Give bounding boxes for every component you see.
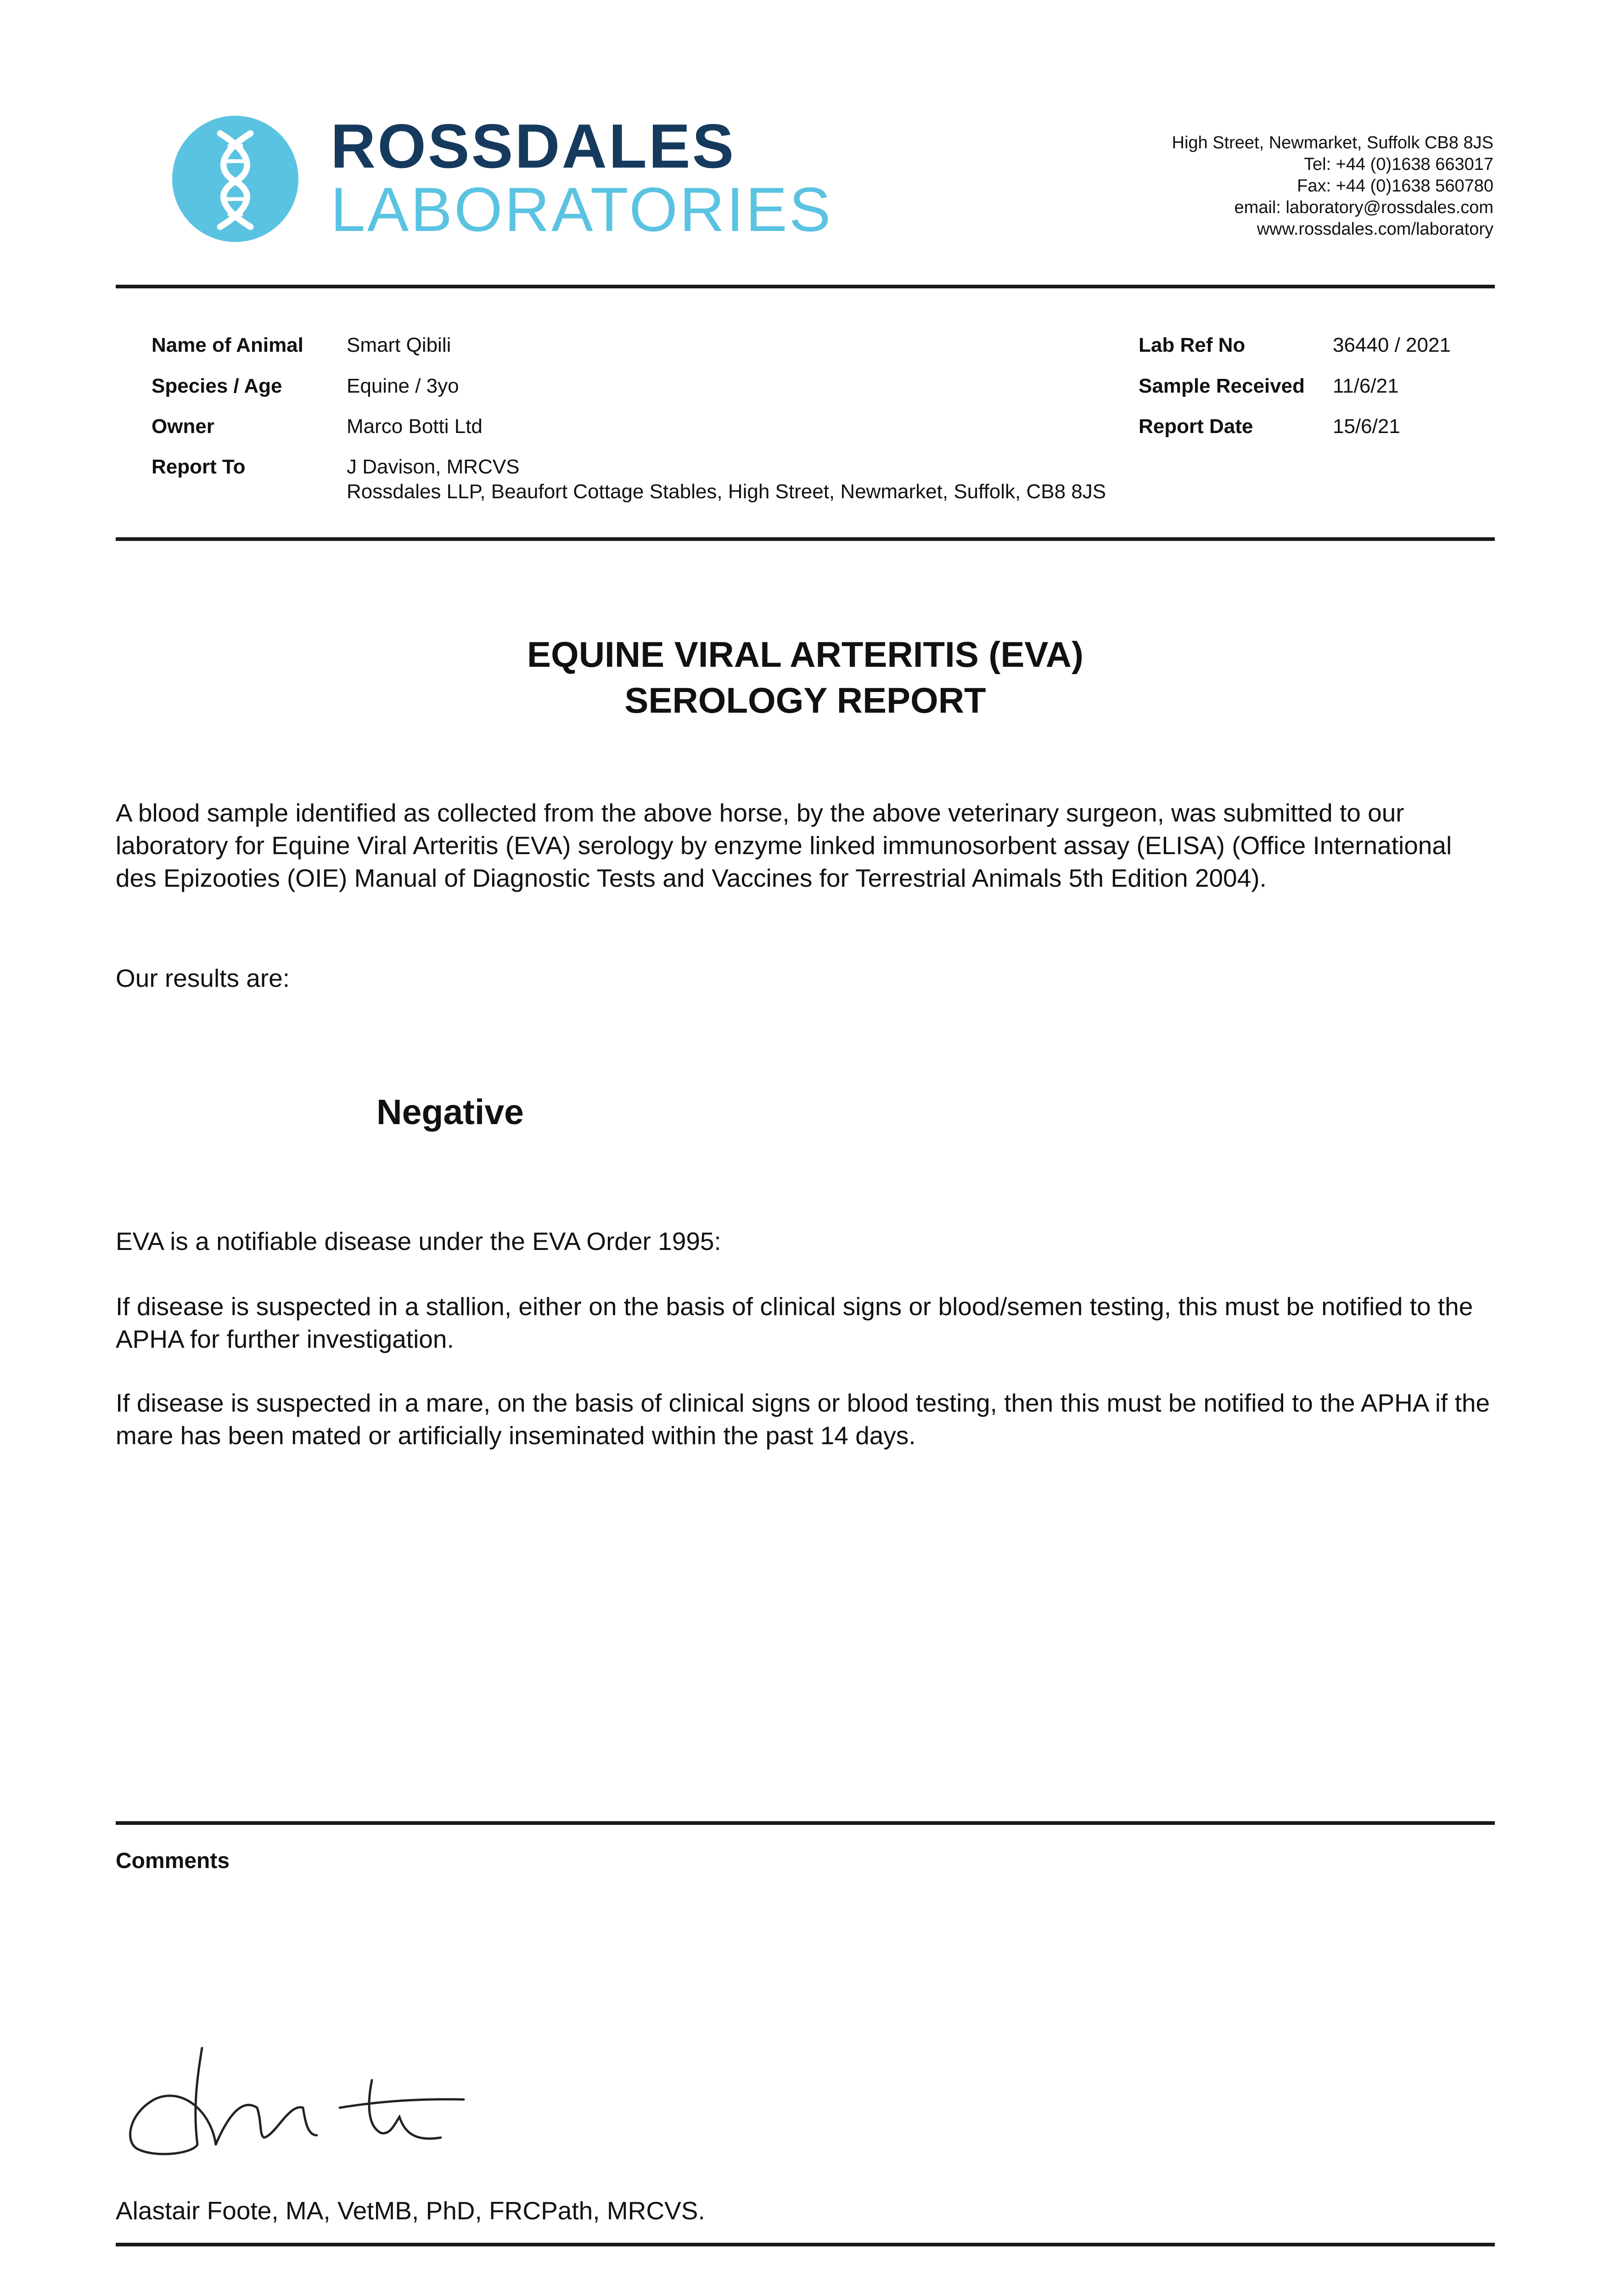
notifiable-statement: EVA is a notifiable disease under the EVA Order 1995: — [116, 1227, 721, 1255]
contact-tel: Tel: +44 (0)1638 663017 — [1303, 155, 1493, 174]
dna-helix-icon — [172, 116, 298, 242]
contact-block — [1172, 132, 1493, 240]
report-date-label: Report Date — [1139, 415, 1253, 438]
report-title-line1: EQUINE VIRAL ARTERITIS (EVA) — [527, 634, 1083, 675]
name-of-animal-value: Smart Qibili — [347, 334, 451, 356]
contact-web: www.rossdales.com/laboratory — [1257, 219, 1493, 239]
owner-value: Marco Botti Ltd — [347, 415, 483, 438]
info-divider — [116, 537, 1495, 541]
contact-address: High Street, Newmarket, Suffolk CB8 8JS — [1172, 133, 1493, 152]
species-age-label: Species / Age — [152, 375, 282, 397]
contact-email: email: laboratory@rossdales.com — [1234, 198, 1493, 217]
footer-divider — [116, 2243, 1495, 2246]
results-intro: Our results are: — [116, 964, 290, 992]
signatory-name: Alastair Foote, MA, VetMB, PhD, FRCPath, MRCVS. — [116, 2196, 705, 2225]
report-title-line2: SEROLOGY REPORT — [624, 680, 986, 720]
brand-subtitle: LABORATORIES — [331, 174, 833, 244]
comments-label: Comments — [116, 1849, 230, 1873]
sample-received-value: 11/6/21 — [1333, 375, 1399, 397]
report-to-address: Rossdales LLP, Beaufort Cottage Stables, High Street, Newmarket, Suffolk, CB8 8JS — [347, 480, 1106, 503]
report-to-name: J Davison, MRCVS — [347, 456, 520, 478]
report-title — [116, 631, 1495, 723]
header-divider — [116, 285, 1495, 288]
brand-name: ROSSDALES — [331, 111, 736, 181]
sample-received-label: Sample Received — [1139, 375, 1305, 397]
lab-ref-value: 36440 / 2021 — [1333, 334, 1451, 356]
stallion-note: If disease is suspected in a stallion, either on the basis of clinical signs or blood/semen testing, this must be notified to the APHA for further investigation. — [116, 1292, 1473, 1353]
species-age-value: Equine / 3yo — [347, 375, 459, 397]
report-to-label: Report To — [152, 456, 246, 478]
comments-divider — [116, 1821, 1495, 1825]
test-result: Negative — [376, 1092, 524, 1132]
name-of-animal-label: Name of Animal — [152, 334, 303, 356]
lab-ref-label: Lab Ref No — [1139, 334, 1246, 356]
signature — [124, 2043, 473, 2163]
owner-label: Owner — [152, 415, 214, 438]
report-date-value: 15/6/21 — [1333, 415, 1400, 438]
contact-fax: Fax: +44 (0)1638 560780 — [1297, 176, 1493, 196]
mare-note: If disease is suspected in a mare, on the basis of clinical signs or blood testing, then this must be notified to the APHA if the mare has been mated or artificially inseminated within the past 14 days. — [116, 1389, 1490, 1450]
intro-paragraph: A blood sample identified as collected from the above horse, by the above veterinary surgeon, was submitted to our laboratory for Equine Viral Arteritis (EVA) serology by enzyme linked immunosorbent assay (ELISA) (Office International des Epizooties (OIE) Manual of Diagnostic Tests and Vaccines for Terrestrial Animals 5th Edition 2004). — [116, 799, 1452, 892]
